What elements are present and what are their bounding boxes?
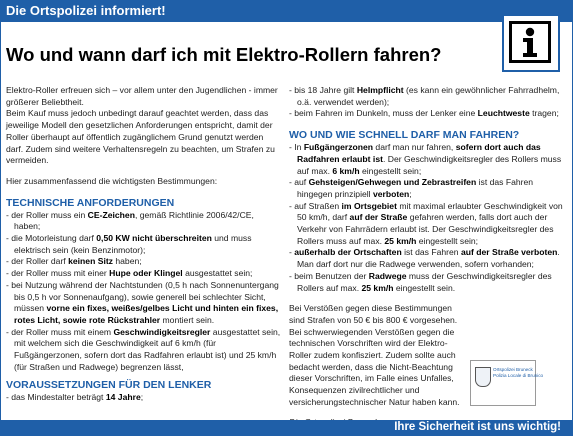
item-text: eingestellt sein. xyxy=(393,282,456,293)
penalties-paragraph: Bei Verstößen gegen diese Bestimmungen sind Strafen von 50 € bis 800 € vorgesehen. Bei schwerwiegenden Verstößen gegen die technischen Vorschriften wird der Elektro-Roller zudem konfisziert. Zudem sollte auch bedacht werden, dass die Nicht-Beachtung dieser Vorschriften, im Falle eines Unfalles, Konsequenzen zivilrechtlicher und versicherungstechnischer Natur haben kann. xyxy=(289,303,460,407)
emphasis-text: auf der Straße xyxy=(349,212,408,223)
footer-bar xyxy=(0,420,573,436)
tech-list xyxy=(6,210,281,374)
item-text: - auf xyxy=(289,177,309,188)
emphasis-text: Helmpflicht xyxy=(356,85,404,95)
emblem-line-1: Ortspolizei Bruneck xyxy=(493,367,533,372)
item-text: - der Roller darf xyxy=(6,256,69,267)
emphasis-text: Fußgängerzonen xyxy=(303,142,374,153)
item-text: (es kann ein gewöhnlicher Fahrradhelm, o.ä. verwendet werden); xyxy=(297,85,560,107)
item-text: , gemäß Richtlinie 2006/42/CE, haben; xyxy=(14,209,254,232)
emphasis-text: verboten xyxy=(372,188,410,199)
list-item xyxy=(6,210,281,233)
list-item xyxy=(6,280,281,327)
item-text: gefahren werden, falls dort auch der Verkehr von Fahrrädern erlaubt ist. Der Geschwindigkeitsregler des Rollers muss auf max. xyxy=(297,212,554,246)
list-item xyxy=(289,177,567,200)
police-emblem xyxy=(470,360,544,406)
list-item xyxy=(289,201,567,248)
emphasis-text: 14 Jahre xyxy=(105,392,141,403)
list-item xyxy=(289,142,567,177)
left-column xyxy=(6,85,281,404)
item-text: . Der Geschwindigkeitsregler des Rollers muss auf max. xyxy=(297,153,562,176)
emphasis-text: 25 km/h xyxy=(384,235,417,246)
item-text: - der Roller muss ein xyxy=(6,209,88,220)
emphasis-text: auf der Straße verboten xyxy=(460,247,558,258)
list-item xyxy=(6,233,281,256)
item-text: ausgestattet sein; xyxy=(182,268,253,279)
list-item xyxy=(289,247,567,270)
list-item xyxy=(289,108,567,120)
shield-icon xyxy=(475,367,491,387)
item-text: - beim Benutzen der xyxy=(289,270,369,281)
item-text: - beim Fahren im Dunkeln, muss der Lenker eine xyxy=(289,108,478,119)
emphasis-text: 25 km/h xyxy=(361,282,394,293)
header-bar xyxy=(0,0,573,22)
item-text: und muss elektrisch sein (kein Benzinmotor); xyxy=(14,233,252,255)
list-item xyxy=(289,271,567,294)
where-heading: WO UND WIE SCHNELL DARF MAN FAHREN? xyxy=(289,129,520,142)
emphasis-text: CE-Zeichen xyxy=(87,209,135,220)
item-text: ; xyxy=(409,188,412,199)
intro-paragraph: Beim Kauf muss jedoch unbedingt darauf geachtet werden, dass das jeweilige Modell den gesetzlichen Anforderungen entspricht, damit der Roller überhaupt auf öffentlich zugänglichem Grund genutzt werden darf. Zudem sind weitere Verhaltensregeln zu beachten, um Strafen zu vermeiden. xyxy=(6,108,275,166)
summary-text: Hier zusammenfassend die wichtigsten Bestimmungen: xyxy=(6,175,218,186)
item-text: - der Roller muss mit einer xyxy=(6,268,110,279)
item-text: . Man darf dort nur die Radwege verwenden, sofern vorhanden; xyxy=(297,247,560,270)
list-item xyxy=(6,327,281,374)
list-item xyxy=(289,85,567,108)
where-list xyxy=(289,142,567,294)
item-text: haben; xyxy=(112,256,142,267)
item-text: eingestellt sein; xyxy=(416,235,479,246)
item-text: ; xyxy=(140,392,144,403)
driver-heading: VORAUSSETZUNGEN FÜR DEN LENKER xyxy=(6,379,212,392)
item-text: - bis 18 Jahre gilt xyxy=(289,85,357,95)
header-label: Die Ortspolizei informiert! xyxy=(6,3,166,18)
item-text: - das Mindestalter beträgt xyxy=(6,392,106,403)
item-text: - In xyxy=(289,142,304,153)
item-text: eingestellt sein; xyxy=(359,165,422,176)
intro-paragraph: Elektro-Roller erfreuen sich – vor allem unter den Jugendlichen - immer größerer Beliebtheit. xyxy=(6,85,278,107)
list-item xyxy=(6,268,281,280)
footer-label: Ihre Sicherheit ist uns wichtig! xyxy=(394,421,561,433)
item-text: - auf Straßen xyxy=(289,200,342,211)
item-text: muss der Geschwindigkeitsregler des Rollers auf max. xyxy=(297,270,552,293)
item-text: ist das Fahren xyxy=(401,247,461,258)
info-icon xyxy=(502,14,560,72)
list-item xyxy=(6,256,281,268)
item-text: ausgestattet sein, mit welchem sich die Geschwindigkeit auf 6 km/h (für Fußgängerzonen, sofern dort das Radfahren erlaubt ist) und 25 km/h (für Straßen und Radwege) begrenzen lässt, xyxy=(14,326,281,372)
emphasis-text: vorne ein fixes, weißes/gelbes Licht und hinten ein fixes, rotes Licht, sowie rote Rückstrahler xyxy=(14,303,279,325)
emphasis-text: 6 km/h xyxy=(332,165,360,176)
tech-heading: TECHNISCHE ANFORDERUNGEN xyxy=(6,196,175,209)
item-text: - bei Nutzung während der Nachtstunden (0,5 h nach Sonnenuntergang bis 0,5 h vor Sonnenaufgang), sowie generell bei schlechter Sicht, müssen xyxy=(6,279,279,314)
item-text: tragen; xyxy=(529,108,559,119)
item-text: - xyxy=(289,247,295,258)
emphasis-text: Leuchtweste xyxy=(477,108,530,119)
emphasis-text: im Ortsgebiet xyxy=(341,200,397,211)
item-text: ist das Fahren hingegen prinzipiell xyxy=(297,177,534,199)
emphasis-text: Radwege xyxy=(368,270,407,281)
emphasis-text: 0,50 KW nicht überschreiten xyxy=(96,233,212,244)
item-text: mit maximal erlaubter Geschwindigkeit von 50 km/h, darf xyxy=(297,200,563,223)
list-item xyxy=(6,392,281,404)
emphasis-text: Geschwindigkeitsregler xyxy=(113,326,211,337)
item-text: - die Motorleistung darf xyxy=(6,233,97,244)
driver-list xyxy=(6,392,281,404)
emblem-line-2: Polizia Locale di Brunico xyxy=(493,373,544,378)
page-title: Wo und wann darf ich mit Elektro-Rollern fahren? xyxy=(6,44,442,65)
item-text: darf man nur fahren, xyxy=(373,142,456,153)
driver-list-continued xyxy=(289,85,567,120)
item-text: - der Roller muss mit einem xyxy=(6,326,114,337)
emphasis-text: keinen Sitz xyxy=(68,256,113,267)
emphasis-text: außerhalb der Ortschaften xyxy=(294,247,402,258)
emphasis-text: sofern dort auch das Radfahren erlaubt ist xyxy=(297,142,541,164)
item-text: montiert sein. xyxy=(160,314,215,325)
emphasis-text: Hupe oder Klingel xyxy=(109,268,183,279)
emphasis-text: Gehsteigen/Gehwegen und Zebrastreifen xyxy=(308,177,477,188)
